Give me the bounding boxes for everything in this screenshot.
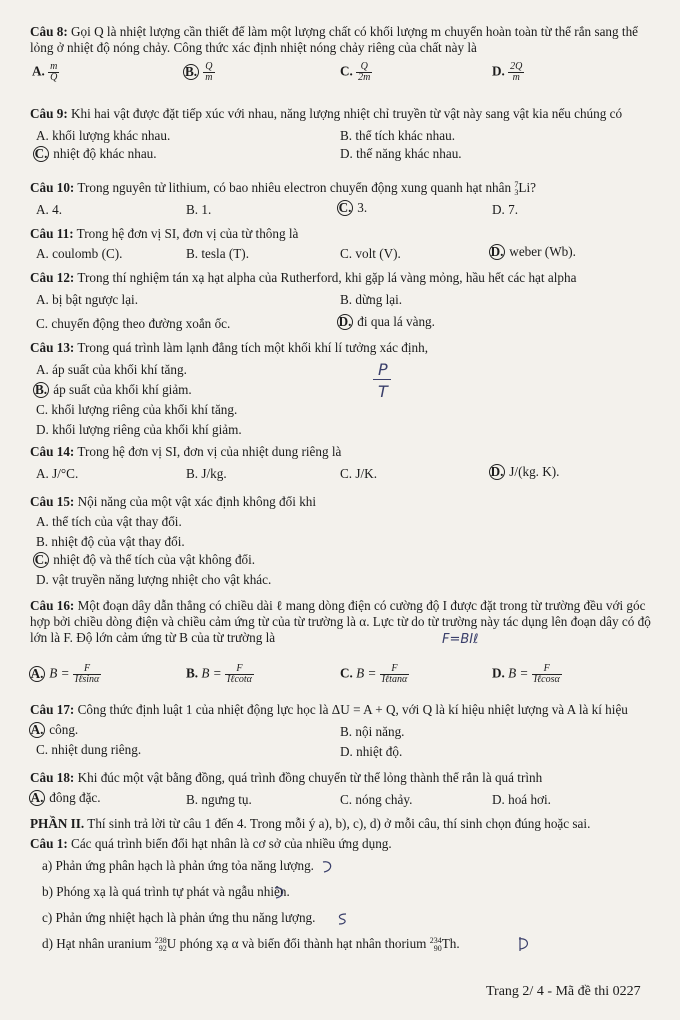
- handwritten-formula-note: F=BIℓ: [442, 632, 479, 647]
- q9-option-d[interactable]: D. thế năng khác nhau.: [340, 146, 462, 161]
- q9-option-c[interactable]: C. nhiệt độ khác nhau.: [34, 146, 157, 161]
- handwritten-fraction-bar: [373, 379, 391, 380]
- q11-option-b[interactable]: B. tesla (T).: [186, 246, 249, 261]
- question-10: Câu 10: Trong nguyên tử lithium, có bao nhiêu electron chuyển động xung quanh hạt nhân 7 3 Li?: [30, 179, 536, 197]
- q13-option-a[interactable]: A. áp suất của khối khí tăng.: [36, 362, 187, 377]
- q8-option-a[interactable]: A. $\frac{m}{Q}$: [32, 61, 58, 83]
- uranium-indices: 238 92: [154, 935, 167, 953]
- question-15: Câu 15: Nội năng của một vật xác định không đổi khi: [30, 494, 317, 509]
- question-18: Câu 18: Khi đúc một vật bằng đồng, quá trình đồng chuyển từ thể lỏng thành thể rắn là quá trình: [30, 770, 543, 785]
- q12-option-a[interactable]: A. bị bật ngược lại.: [36, 292, 139, 307]
- q14-option-a[interactable]: A. J/°C.: [36, 466, 79, 481]
- answer-circle: B.: [34, 382, 48, 397]
- question-16: Câu 16: Một đoạn dây dẫn thẳng có chiều dài ℓ mang dòng điện có cường độ I được đặt trong từ trường đều với góc hợp bởi chiều dòng điện và chiều cảm ứng từ của từ trường là α. Lực từ do từ trường này tác dụng lên đoạn dây có độ lớn là F. Độ lớn cảm ứng từ B của từ trường là: [30, 598, 651, 645]
- statement-d[interactable]: d) Hạt nhân uranium 238 92 U phóng xạ α và biến đổi thành hạt nhân thorium 234 90 Th.: [42, 935, 460, 953]
- q13-option-c[interactable]: C. khối lượng riêng của khối khí tăng.: [36, 402, 238, 417]
- q14-option-d[interactable]: D. J/(kg. K).: [490, 464, 560, 479]
- q9-option-b[interactable]: B. thể tích khác nhau.: [340, 128, 455, 143]
- q8-option-b[interactable]: B. $\frac{Q}{m}$: [184, 61, 213, 83]
- q17-option-d[interactable]: D. nhiệt độ.: [340, 744, 403, 759]
- question-label: Câu 8:: [30, 24, 68, 39]
- q16-option-b[interactable]: B. B = $\frac{F}{\text{Iℓcotα}}$: [186, 663, 252, 685]
- q11-option-a[interactable]: A. coulomb (C).: [36, 246, 123, 261]
- q9-option-a[interactable]: A. khối lượng khác nhau.: [36, 128, 171, 143]
- q10-option-a[interactable]: A. 4.: [36, 202, 63, 217]
- q16-option-c[interactable]: C. B = $\frac{F}{\text{Iℓtanα}}$: [340, 663, 408, 685]
- answer-circle: A.: [30, 665, 44, 681]
- handwritten-mark-d: [516, 936, 532, 952]
- answer-circle: C.: [338, 200, 352, 215]
- handwritten-mark-b: [272, 886, 288, 900]
- q13-option-d[interactable]: D. khối lượng riêng của khối khí giảm.: [36, 422, 242, 437]
- q17-option-b[interactable]: B. nội năng.: [340, 724, 405, 739]
- handwritten-mark-a: [320, 860, 336, 874]
- question-8: [30, 24, 655, 56]
- q16-option-d[interactable]: D. B = $\frac{F}{\text{Iℓcosα}}$: [492, 663, 560, 685]
- handwritten-t-mark: T: [378, 382, 388, 401]
- q10-option-d[interactable]: D. 7.: [492, 202, 519, 217]
- q18-option-d[interactable]: D. hoá hơi.: [492, 792, 551, 807]
- question-17: Câu 17: Công thức định luật 1 của nhiệt động lực học là ΔU = A + Q, với Q là kí hiệu nhiệt lượng và A là kí hiệu: [30, 702, 628, 717]
- answer-circle: C.: [34, 146, 48, 161]
- question-text: Gọi Q là nhiệt lượng cần thiết để làm một lượng chất có khối lượng m chuyển hoàn toàn từ thể rắn sang thể lỏng ở nhiệt độ nóng chảy. Công thức xác định nhiệt nóng chảy riêng của chất này là: [30, 24, 639, 55]
- question-12: Câu 12: Trong thí nghiệm tán xạ hạt alpha của Rutherford, khi gặp lá vàng mỏng, hầu hết các hạt alpha: [30, 270, 577, 285]
- q8-option-c[interactable]: C. $\frac{Q}{2m}$: [340, 61, 371, 83]
- q18-option-c[interactable]: C. nóng chảy.: [340, 792, 413, 807]
- handwritten-mark-c: [336, 912, 350, 926]
- q14-option-b[interactable]: B. J/kg.: [186, 466, 227, 481]
- answer-circle: D.: [490, 464, 504, 479]
- q13-option-b[interactable]: B. áp suất của khối khí giảm.: [34, 382, 192, 397]
- answer-circle: A.: [30, 790, 44, 805]
- q15-option-c[interactable]: C. nhiệt độ và thể tích của vật không đổi.: [34, 552, 256, 567]
- q15-option-b[interactable]: B. nhiệt độ của vật thay đổi.: [36, 534, 185, 549]
- page-footer: Trang 2/ 4 - Mã đề thi 0227: [486, 984, 641, 999]
- q15-option-d[interactable]: D. vật truyền năng lượng nhiệt cho vật khác.: [36, 572, 272, 587]
- question-14: Câu 14: Trong hệ đơn vị SI, đơn vị của nhiệt dung riêng là: [30, 444, 342, 459]
- statement-c[interactable]: c) Phản ứng nhiệt hạch là phản ứng thu năng lượng.: [42, 910, 316, 925]
- q16-option-a[interactable]: A. B = $\frac{F}{\text{Iℓsinα}}$: [30, 663, 100, 685]
- q11-option-d[interactable]: D. weber (Wb).: [490, 244, 576, 259]
- answer-circle: D.: [338, 314, 352, 329]
- q11-option-c[interactable]: C. volt (V).: [340, 246, 401, 261]
- question-9: Câu 9: Khi hai vật được đặt tiếp xúc với nhau, năng lượng nhiệt chỉ truyền từ vật này sang vật kia nếu chúng có: [30, 106, 623, 121]
- question-11: Câu 11: Trong hệ đơn vị SI, đơn vị của từ thông là: [30, 226, 299, 241]
- question-13: Câu 13: Trong quá trình làm lạnh đẳng tích một khối khí lí tưởng xác định,: [30, 340, 429, 355]
- q12-option-b[interactable]: B. dừng lại.: [340, 292, 403, 307]
- q18-option-b[interactable]: B. ngưng tụ.: [186, 792, 252, 807]
- nuclide-indices: 7 3: [514, 179, 519, 197]
- answer-circle: A.: [30, 722, 44, 737]
- q18-option-a[interactable]: A. đông đặc.: [30, 790, 101, 805]
- q12-option-c[interactable]: C. chuyển động theo đường xoắn ốc.: [36, 316, 231, 331]
- q10-option-c[interactable]: C. 3.: [338, 200, 368, 215]
- q17-option-a[interactable]: A. công.: [30, 722, 79, 737]
- answer-circle: C.: [34, 552, 48, 567]
- answer-circle: D.: [490, 244, 504, 259]
- q8-option-d[interactable]: D. $\frac{2Q}{m}$: [492, 61, 523, 83]
- part-2-question-1: Câu 1: Các quá trình biến đổi hạt nhân là cơ sở của nhiều ứng dụng.: [30, 836, 392, 851]
- q15-option-a[interactable]: A. thể tích của vật thay đổi.: [36, 514, 182, 529]
- q14-option-c[interactable]: C. J/K.: [340, 466, 378, 481]
- thorium-indices: 234 90: [429, 935, 442, 953]
- part-2-heading: PHẦN II. Thí sinh trả lời từ câu 1 đến 4. Trong mỗi ý a), b), c), d) ở mỗi câu, thí sinh chọn đúng hoặc sai.: [30, 816, 591, 831]
- q17-option-c[interactable]: C. nhiệt dung riêng.: [36, 742, 142, 757]
- q10-option-b[interactable]: B. 1.: [186, 202, 212, 217]
- q12-option-d[interactable]: D. đi qua lá vàng.: [338, 314, 435, 329]
- statement-b[interactable]: b) Phóng xạ là quá trình tự phát và ngẫu nhiên.: [42, 884, 290, 899]
- handwritten-p-mark: P: [378, 360, 388, 379]
- answer-circle: B.: [184, 63, 198, 79]
- statement-a[interactable]: a) Phản ứng phân hạch là phản ứng tỏa năng lượng.: [42, 858, 314, 873]
